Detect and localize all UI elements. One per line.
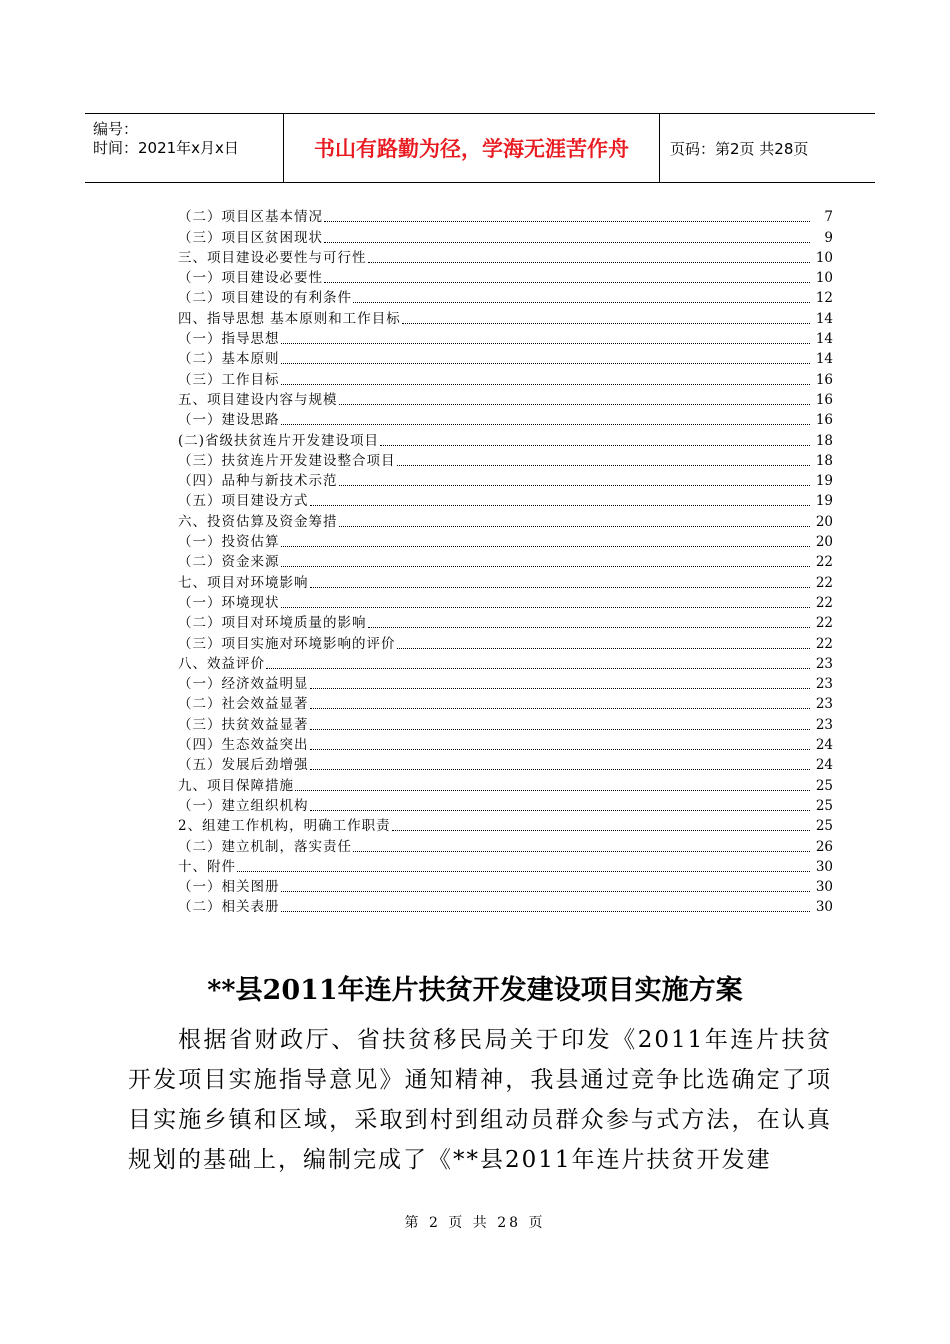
toc-entry[interactable] <box>178 875 833 895</box>
body-paragraph: 根据省财政厅、省扶贫移民局关于印发《2011年连片扶贫开发项目实施指导意见》通知精神，我县通过竞争比选确定了项目实施乡镇和区域，采取到村到组动员群众参与式方法，在认真规划的基础上，编制完成了《**县2011年连片扶贫开发建 <box>128 1027 832 1173</box>
toc-entry[interactable] <box>178 388 833 408</box>
toc-entry-page: 24 <box>815 757 833 774</box>
time-label: 时间：2021年x月x日 <box>93 139 239 157</box>
toc-leader-dots <box>324 281 810 283</box>
toc-entry[interactable] <box>178 266 833 286</box>
toc-entry-label: 五、项目建设内容与规模 <box>178 391 338 408</box>
toc-entry-label: 七、项目对环境影响 <box>178 574 309 591</box>
toc-entry[interactable] <box>178 733 833 753</box>
toc-entry[interactable] <box>178 509 833 529</box>
toc-entry-page: 23 <box>815 716 833 733</box>
toc-entry[interactable] <box>178 449 833 469</box>
document-title: **县2011年连片扶贫开发建设项目实施方案 <box>207 975 743 1006</box>
toc-entry[interactable] <box>178 855 833 875</box>
toc-entry[interactable] <box>178 895 833 915</box>
toc-leader-dots <box>310 809 811 811</box>
toc-entry-label: （二）资金来源 <box>178 554 280 571</box>
toc-entry[interactable] <box>178 530 833 550</box>
page-footer: 第 2 页 共 28 页 <box>404 1215 546 1231</box>
toc-entry-label: （五）项目建设方式 <box>178 493 309 510</box>
toc-entry[interactable] <box>178 246 833 266</box>
toc-entry-page: 14 <box>815 351 833 368</box>
toc-leader-dots <box>281 910 811 912</box>
toc-leader-dots <box>339 484 811 486</box>
toc-entry[interactable] <box>178 834 833 854</box>
toc-entry-page: 10 <box>815 249 833 266</box>
toc-entry-page: 14 <box>815 310 833 327</box>
toc-entry-page: 22 <box>815 615 833 632</box>
toc-entry-page: 24 <box>815 737 833 754</box>
toc-entry[interactable] <box>178 306 833 326</box>
toc-leader-dots <box>295 789 810 791</box>
toc-entry[interactable] <box>178 753 833 773</box>
toc-entry[interactable] <box>178 570 833 590</box>
toc-entry[interactable] <box>178 773 833 793</box>
toc-leader-dots <box>353 301 810 303</box>
toc-leader-dots <box>237 870 810 872</box>
toc-entry-label: （五）发展后劲增强 <box>178 757 309 774</box>
toc-leader-dots <box>281 606 811 608</box>
toc-entry-label: (二)省级扶贫连片开发建设项目 <box>178 432 380 449</box>
toc-entry-label: （三）工作目标 <box>178 371 280 388</box>
toc-entry[interactable] <box>178 469 833 489</box>
toc-leader-dots <box>281 565 811 567</box>
toc-entry-page: 22 <box>815 594 833 611</box>
toc-entry[interactable] <box>178 794 833 814</box>
header-meta <box>85 114 283 182</box>
toc-entry-page: 20 <box>815 534 833 551</box>
toc-entry-label: （二）基本原则 <box>178 351 280 368</box>
toc-entry-label: 2、组建工作机构，明确工作职责 <box>178 818 391 835</box>
toc-entry-label: （三）扶贫效益显著 <box>178 716 309 733</box>
toc-leader-dots <box>353 850 810 852</box>
toc-leader-dots <box>339 403 811 405</box>
toc-leader-dots <box>368 261 811 263</box>
toc-entry-label: 八、效益评价 <box>178 655 265 672</box>
toc-entry-page: 22 <box>815 574 833 591</box>
toc-entry-page: 22 <box>815 554 833 571</box>
toc-entry-label: （四）生态效益突出 <box>178 737 309 754</box>
toc-entry-page: 9 <box>824 229 833 246</box>
toc-entry[interactable] <box>178 672 833 692</box>
toc-entry-page: 25 <box>815 797 833 814</box>
page-header <box>85 113 875 183</box>
toc-leader-dots <box>402 322 810 324</box>
toc-entry-label: （二）项目建设的有利条件 <box>178 290 352 307</box>
toc-entry-page: 19 <box>815 473 833 490</box>
toc-leader-dots <box>281 383 811 385</box>
toc-leader-dots <box>368 626 811 628</box>
toc-entry-label: 九、项目保障措施 <box>178 777 294 794</box>
toc-entry-page: 7 <box>824 209 833 226</box>
toc-entry-label: （三）项目区贫困现状 <box>178 229 323 246</box>
toc-entry-page: 30 <box>815 879 833 896</box>
toc-entry-label: （四）品种与新技术示范 <box>178 473 338 490</box>
toc-entry-page: 26 <box>815 838 833 855</box>
toc-leader-dots <box>310 707 811 709</box>
toc-entry[interactable] <box>178 550 833 570</box>
toc-entry-page: 16 <box>815 371 833 388</box>
toc-leader-dots <box>392 829 810 831</box>
toc-entry[interactable] <box>178 712 833 732</box>
toc-entry[interactable] <box>178 286 833 306</box>
toc-leader-dots <box>281 423 811 425</box>
toc-entry[interactable] <box>178 489 833 509</box>
toc-entry-page: 23 <box>815 655 833 672</box>
header-page-info: 页码：第2页 共28页 <box>670 139 809 158</box>
toc-entry-label: （一）投资估算 <box>178 534 280 551</box>
toc-entry-page: 23 <box>815 696 833 713</box>
toc-entry-page: 30 <box>815 899 833 916</box>
toc-entry-label: （二）社会效益显著 <box>178 696 309 713</box>
toc-leader-dots <box>310 586 811 588</box>
toc-entry-label: （一）环境现状 <box>178 594 280 611</box>
header-motto: 书山有路勤为径，学海无涯苦作舟 <box>283 114 660 182</box>
toc-entry-page: 22 <box>815 635 833 652</box>
toc-entry-label: （一）相关图册 <box>178 879 280 896</box>
toc-leader-dots <box>310 728 811 730</box>
toc-entry[interactable] <box>178 367 833 387</box>
toc-entry-page: 18 <box>815 452 833 469</box>
toc-entry-label: （二）相关表册 <box>178 899 280 916</box>
toc-entry[interactable] <box>178 692 833 712</box>
toc-entry-page: 25 <box>815 777 833 794</box>
toc-entry[interactable] <box>178 591 833 611</box>
toc-entry[interactable] <box>178 347 833 367</box>
toc-entry-page: 25 <box>815 818 833 835</box>
toc-entry[interactable] <box>178 631 833 651</box>
toc-entry-page: 18 <box>815 432 833 449</box>
toc-leader-dots <box>310 504 811 506</box>
toc-entry-label: 三、项目建设必要性与可行性 <box>178 249 367 266</box>
toc-entry[interactable] <box>178 408 833 428</box>
toc-leader-dots <box>324 220 810 222</box>
toc-entry-page: 30 <box>815 858 833 875</box>
toc-leader-dots <box>397 647 811 649</box>
toc-leader-dots <box>281 342 811 344</box>
toc-entry-page: 16 <box>815 412 833 429</box>
toc-entry-label: （一）指导思想 <box>178 331 280 348</box>
toc-leader-dots <box>281 362 811 364</box>
toc-leader-dots <box>380 444 810 446</box>
toc-leader-dots <box>339 525 811 527</box>
toc-entry-label: 十、附件 <box>178 858 236 875</box>
toc-entry[interactable] <box>178 611 833 631</box>
toc-entry-page: 23 <box>815 676 833 693</box>
toc-entry-page: 16 <box>815 391 833 408</box>
toc-entry[interactable] <box>178 205 833 225</box>
toc-entry-page: 20 <box>815 513 833 530</box>
toc-leader-dots <box>281 545 811 547</box>
table-of-contents <box>178 205 833 915</box>
toc-entry-page: 14 <box>815 331 833 348</box>
toc-entry-page: 12 <box>815 290 833 307</box>
toc-leader-dots <box>281 890 811 892</box>
toc-leader-dots <box>310 748 811 750</box>
toc-entry-label: （三）项目实施对环境影响的评价 <box>178 635 396 652</box>
number-label: 编号： <box>93 120 139 138</box>
toc-entry[interactable] <box>178 814 833 834</box>
toc-entry-page: 10 <box>815 270 833 287</box>
toc-entry-label: （一）建立组织机构 <box>178 797 309 814</box>
toc-entry-page: 19 <box>815 493 833 510</box>
toc-entry[interactable] <box>178 225 833 245</box>
toc-entry-label: 四、指导思想 基本原则和工作目标 <box>178 310 401 327</box>
toc-entry-label: （二）项目对环境质量的影响 <box>178 615 367 632</box>
toc-entry[interactable] <box>178 428 833 448</box>
toc-leader-dots <box>310 687 811 689</box>
toc-entry[interactable] <box>178 652 833 672</box>
toc-entry[interactable] <box>178 327 833 347</box>
toc-entry-label: 六、投资估算及资金筹措 <box>178 513 338 530</box>
toc-entry-label: （一）建设思路 <box>178 412 280 429</box>
toc-entry-label: （二）项目区基本情况 <box>178 209 323 226</box>
toc-entry-label: （一）经济效益明显 <box>178 676 309 693</box>
toc-entry-label: （三）扶贫连片开发建设整合项目 <box>178 452 396 469</box>
toc-entry-label: （一）项目建设必要性 <box>178 270 323 287</box>
toc-entry-label: （二）建立机制，落实责任 <box>178 838 352 855</box>
toc-leader-dots <box>397 464 811 466</box>
toc-leader-dots <box>266 667 810 669</box>
toc-leader-dots <box>324 241 810 243</box>
toc-leader-dots <box>310 768 811 770</box>
